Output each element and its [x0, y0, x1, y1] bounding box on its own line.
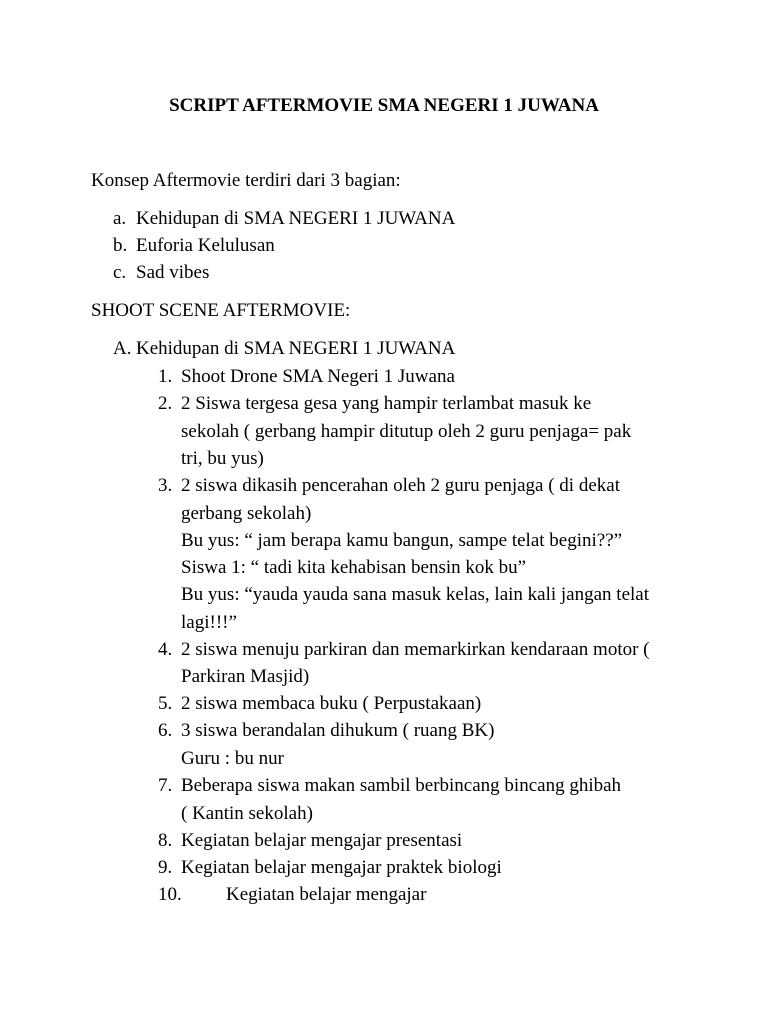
document-title: SCRIPT AFTERMOVIE SMA NEGERI 1 JUWANA	[169, 95, 599, 116]
scene-marker: 3.	[158, 475, 173, 496]
scene-line: 2 siswa membaca buku ( Perpustakaan)	[181, 693, 482, 714]
scene-line: tri, bu yus)	[181, 448, 264, 469]
scene-marker: 8.	[158, 830, 173, 851]
concept-item-b: Euforia Kelulusan	[136, 235, 275, 256]
scene-line: 2 siswa menuju parkiran dan memarkirkan kendaraan motor (	[181, 639, 650, 660]
scene-line: Shoot Drone SMA Negeri 1 Juwana	[181, 366, 455, 387]
shoot-heading: SHOOT SCENE AFTERMOVIE:	[91, 300, 351, 321]
scene-line: 2 Siswa tergesa gesa yang hampir terlambat masuk ke	[181, 393, 592, 414]
concept-marker-c: c.	[113, 262, 127, 283]
section-a-title: Kehidupan di SMA NEGERI 1 JUWANA	[136, 338, 456, 359]
scene-line: ( Kantin sekolah)	[181, 803, 313, 824]
scene-line: Bu yus: “ jam berapa kamu bangun, sampe telat begini??”	[181, 530, 623, 551]
section-a-marker: A.	[113, 338, 132, 359]
concept-marker-a: a.	[113, 208, 127, 229]
scene-marker: 1.	[158, 366, 173, 387]
scene-marker: 6.	[158, 720, 173, 741]
scene-line: Parkiran Masjid)	[181, 666, 310, 687]
scene-line: lagi!!!”	[181, 612, 237, 633]
scene-line: Kegiatan belajar mengajar presentasi	[181, 830, 463, 851]
concept-marker-b: b.	[113, 235, 128, 256]
scene-marker: 2.	[158, 393, 173, 414]
scene-line: sekolah ( gerbang hampir ditutup oleh 2 guru penjaga= pak	[181, 421, 632, 442]
intro-text: Konsep Aftermovie terdiri dari 3 bagian:	[91, 170, 401, 191]
scene-line: Kegiatan belajar mengajar	[226, 884, 427, 905]
scene-marker: 4.	[158, 639, 173, 660]
scene-line: Beberapa siswa makan sambil berbincang bincang ghibah	[181, 775, 622, 796]
scene-line: Bu yus: “yauda yauda sana masuk kelas, lain kali jangan telat	[181, 584, 649, 605]
concept-item-a: Kehidupan di SMA NEGERI 1 JUWANA	[136, 208, 456, 229]
scene-line: 3 siswa berandalan dihukum ( ruang BK)	[181, 720, 495, 741]
scene-marker: 7.	[158, 775, 173, 796]
scene-line: 2 siswa dikasih pencerahan oleh 2 guru penjaga ( di dekat	[181, 475, 620, 496]
scene-line: Guru : bu nur	[181, 748, 284, 769]
scene-line: Siswa 1: “ tadi kita kehabisan bensin kok bu”	[181, 557, 527, 578]
scene-marker: 9.	[158, 857, 173, 878]
scene-marker: 10.	[158, 884, 182, 905]
scene-line: Kegiatan belajar mengajar praktek biologi	[181, 857, 502, 878]
scene-marker: 5.	[158, 693, 173, 714]
concept-item-c: Sad vibes	[136, 262, 210, 283]
scene-line: gerbang sekolah)	[181, 503, 312, 524]
